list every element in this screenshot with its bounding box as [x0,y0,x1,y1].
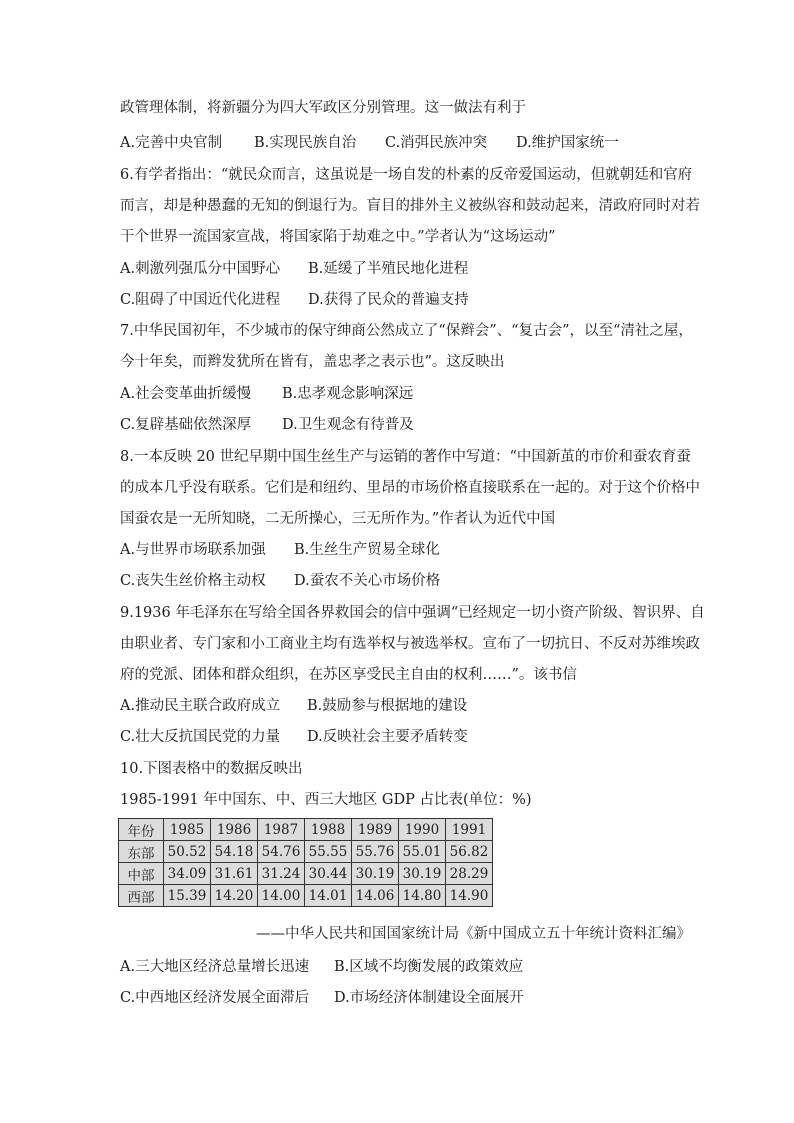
q8-option-b: B.生丝生产贸易全球化 [294,542,440,558]
table-year-cell: 1988 [305,819,352,841]
q6-stem-line: 干个世界一流国家宣战，将国家陷于劫难之中。”学者认为“这场运动” [120,229,556,245]
q8-option-d: D.蚕农不关心市场价格 [294,573,441,589]
table-value-cell: 14.90 [446,885,493,907]
q6-option-d: D.获得了民众的普遍支持 [308,292,469,308]
table-year-cell: 1990 [399,819,446,841]
q10-option-a: A.三大地区经济总量增长迅速 [120,959,310,975]
table-value-cell: 54.76 [258,841,305,863]
table-value-cell: 50.52 [164,841,211,863]
table-row [119,863,493,885]
q5-option-c: C.消弭民族冲突 [385,135,488,151]
table-year-cell: 1985 [164,819,211,841]
table-value-cell: 14.20 [211,885,258,907]
gdp-share-table [118,818,493,907]
table-year-cell: 1987 [258,819,305,841]
table-value-cell: 55.76 [352,841,399,863]
table-title: 1985-1991 年中国东、中、西三大地区 GDP 占比表(单位：%) [120,792,532,808]
q8-stem-line: 8.一本反映 20 世纪早期中国生丝生产与运销的著作中写道：“中国新茧的市价和蚕农育蚕 [120,449,691,465]
q9-stem-line: 府的党派、团体和群众组织，在苏区享受民主自由的权利……”。该书信 [120,667,577,683]
table-source: ——中华人民共和国国家统计局《新中国成立五十年统计资料汇编》 [256,926,691,942]
table-year-cell: 1991 [446,819,493,841]
table-header-label: 年份 [119,819,164,841]
q10-option-b: B.区域不均衡发展的政策效应 [334,959,524,975]
table-value-cell: 14.00 [258,885,305,907]
q8-option-c: C.丧失生丝价格主动权 [120,573,266,589]
q7-stem-line: 7.中华民国初年，不少城市的保守绅商公然成立了“保辫会”、“复古会”，以至“清社之屋， [120,323,693,339]
q9-stem-line: 由职业者、专门家和小工商业主均有选举权与被选举权。宣布了一切抗日、不反对苏维埃政 [120,636,700,652]
q7-option-c: C.复辟基础依然深厚 [120,417,252,433]
table-value-cell: 55.01 [399,841,446,863]
q5-option-a: A.完善中央官制 [120,135,223,151]
table-value-cell: 56.82 [446,841,493,863]
q5-stem-text: 政管理体制，将新疆分为四大军政区分别管理。这一做法有利于 [120,100,526,116]
table-value-cell: 14.01 [305,885,352,907]
q9-option-c: C.壮大反抗国民党的力量 [120,729,281,745]
q8-stem-line: 国蚕农是一无所知晓，二无所操心，三无所作为。”作者认为近代中国 [120,511,556,527]
q7-option-a: A.社会变革曲折缓慢 [120,386,252,402]
table-value-cell: 54.18 [211,841,258,863]
q6-option-c: C.阻碍了中国近代化进程 [120,292,281,308]
table-value-cell: 28.29 [446,863,493,885]
table-region-cell: 中部 [119,863,164,885]
table-header-row [119,819,493,841]
table-year-cell: 1989 [352,819,399,841]
q10-stem-line: 10.下图表格中的数据反映出 [120,761,303,777]
q6-option-b: B.延缓了半殖民地化进程 [308,261,469,277]
table-row [119,841,493,863]
table-row [119,885,493,907]
table-value-cell: 14.80 [399,885,446,907]
q8-option-a: A.与世界市场联系加强 [120,542,266,558]
table-value-cell: 30.19 [352,863,399,885]
q5-option-d: D.维护国家统一 [516,135,619,151]
q9-stem-line: 9.1936 年毛泽东在写给全国各界救国会的信中强调“已经规定一切小资产阶级、智识界、自 [120,605,705,621]
q9-option-a: A.推动民主联合政府成立 [120,698,281,714]
q6-stem-line: 而言，却是种愚蠢的无知的倒退行为。盲目的排外主义被纵容和鼓动起来，清政府同时对若 [120,198,700,214]
q7-option-d: D.卫生观念有待普及 [282,417,414,433]
table-year-cell: 1986 [211,819,258,841]
q9-option-b: B.鼓励参与根据地的建设 [307,698,468,714]
q5-option-b: B.实现民族自治 [254,135,357,151]
table-value-cell: 30.44 [305,863,352,885]
table-value-cell: 15.39 [164,885,211,907]
table-region-cell: 东部 [119,841,164,863]
table-value-cell: 14.06 [352,885,399,907]
q10-option-d: D.市场经济体制建设全面展开 [334,990,524,1006]
q10-option-c: C.中西地区经济发展全面滞后 [120,990,310,1006]
q6-stem-line: 6.有学者指出：“就民众而言，这虽说是一场自发的朴素的反帝爱国运动，但就朝廷和官府 [120,167,693,183]
table-value-cell: 34.09 [164,863,211,885]
q8-stem-line: 的成本几乎没有联系。它们是和纽约、里昂的市场价格直接联系在一起的。对于这个价格中 [120,480,700,496]
table-value-cell: 31.24 [258,863,305,885]
q7-option-b: B.忠孝观念影响深远 [282,386,414,402]
table-value-cell: 31.61 [211,863,258,885]
q6-option-a: A.刺激列强瓜分中国野心 [120,261,281,277]
q9-option-d: D.反映社会主要矛盾转变 [307,729,468,745]
table-value-cell: 55.55 [305,841,352,863]
q7-stem-line: 今十年矣，而辫发犹所在皆有，盖忠孝之表示也”。这反映出 [120,354,505,370]
table-value-cell: 30.19 [399,863,446,885]
table-region-cell: 西部 [119,885,164,907]
